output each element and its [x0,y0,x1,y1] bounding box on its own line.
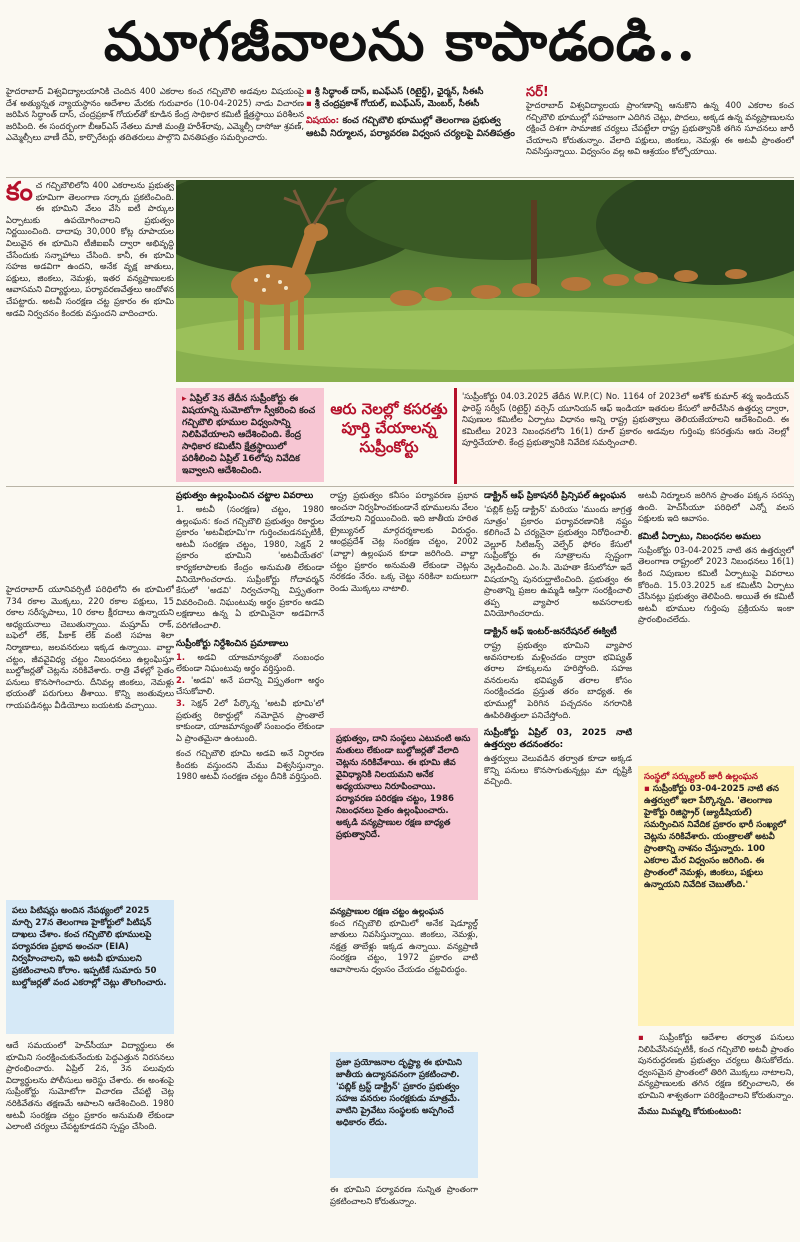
divider [6,177,794,178]
paragraph: కంచ గచ్చిబౌలి భూమిలో అనేక షెడ్యూల్డ్ జాతులు నివసిస్తున్నాయి. జింకలు, నెమళ్లు, నక్షత్ర తాబేళ్లు ఇక్కడ ఉన్నాయి. వన్యప్రాణి సంరక్షణ చట్టం, 1972 ప్రకారం వాటి ఆవాసాలను ధ్వంసం చేయడం చట్టవిరుద్ధం. [330,917,478,974]
addressee-2: ▪ శ్రీ చంద్రప్రకాశ్ గోయల్, ఐఎఫ్ఎస్, మెంబర్, సీఈసీ [306,99,480,109]
box-heading: సంస్థలో సర్క్యులర్ జారీ ఉల్లంఘన [644,772,758,782]
column-c-bottom: ఈ భూమిని పర్యావరణ సున్నిత ప్రాంతంగా ప్రకటించాలని కోరుతున్నాం. [330,1184,478,1206]
bullet-icon: ▪ [644,784,653,794]
highlight-box-blue-1: పలు పిటిషన్లు అందిన నేపథ్యంలో 2025 మార్చి 27న తెలంగాణ హైకోర్టులో పిటిషన్ దాఖలు చేశాం. కంచ గచ్చిబౌలి భూములపై పర్యావరణ ప్రభావ అంచనా (EIA) నిర్వహించాలని, ఇవి అటవీ భూములని ప్రకటించాలని కోరాం. ఇప్పటికే సుమారు 50 బుల్డోజర్లతో వంద ఎకరాల్లో చెట్లు తొలగించారు. [6,900,174,1034]
section-heading: వన్యప్రాణుల రక్షణ చట్టం ఉల్లంఘన [330,906,444,916]
deer-photo-image [176,180,794,382]
paragraph: సుప్రీంకోర్టు 03-04-2025 నాటి తన ఉత్తర్వులో తెలంగాణ రాష్ట్రంలో 2023 నిబంధనలు 16(1) కింద నిపుణుల కమిటీ ఏర్పాటుపై వివరాలు కోరింది. 15.03.2025 ఒక కమిటీని ఏర్పాటు చేసినట్లు ప్రభుత్వం తెలిపింది. అయితే ఈ కమిటీ అటవీ భూముల గుర్తింపు ప్రక్రియను ఇంకా ప్రారంభించలేదు. [638,544,794,625]
pull-quote: ▸ ఏప్రిల్ 3న తేదీన సుప్రీంకోర్టు ఈ విషయాన్ని సుమోటోగా స్వీకరించి కంచ గచ్చిబౌలి భూముల విధ్వంసాన్ని నిలిపివేయాలని ఆదేశించింది. కేంద్ర సాధికార కమిటీని క్షేత్రస్థాయిలో పరిశీలించి ఏప్రిల్ 16లోపు నివేదిక ఇవ్వాలని ఆదేశించింది. [176,388,324,482]
headline: మూగజీవాలను కాపాడండి.. [103,9,697,73]
paragraph: కంచ గచ్చిబౌలి భూమి అడవి అనే నిర్ధారణ కిందకు వస్తుందని మేము విశ్వసిస్తున్నాం. 1980 అటవీ సంరక్షణ చట్టం దీనికి వర్తిస్తుంది. [176,748,324,782]
list-item: 2. 'అడవి' అనే పదాన్ని విస్తృతంగా అర్థం చేసుకోవాలి. [176,674,324,697]
paragraph: అటవీ నిర్మూలన జరిగిన ప్రాంతం పక్కన సరస్సు ఉంది. హెచ్‌సీయూ పరిధిలో ఎన్నో వలస పక్షులకు ఇది ఆవాసం. [638,490,794,524]
addressee-1: ▪ శ్రీ సిద్ధాంత్ దాస్, ఐఎఫ్ఎస్ (రిటైర్డ్), ఛైర్మన్, సీఈసీ [306,87,484,97]
section-heading: ప్రభుత్వం ఉల్లంఘించిన చట్టాల వివరాలు [176,491,314,501]
bullet-icon: ▪ [306,99,315,109]
salutation: సర్! [526,85,549,100]
column-e-bottom [638,1032,794,1240]
deer-photo [176,180,794,382]
highlight-box-pink: ప్రభుత్వం, దాని సంస్థలు ఎటువంటి అను మతులు లేకుండా బుల్డోజర్లతో వేలాది చెట్లను నరికివేశాయి. ఈ భూమి జీవ వైవిధ్యానికి నిలయమని అనేక అధ్యయనాలు నిరూపించాయి. పర్యావరణ పరిరక్షణ చట్టం, 1986 నిబంధనలు సైతం ఉల్లంఘించారు. అక్కడి వన్యప్రాణుల రక్షణ బాధ్యత ప్రభుత్వానిదే. [330,728,478,900]
salutation-block [526,86,794,176]
closing-line: మేము మిమ్మల్ని కోరుకుంటుంది: [638,1105,742,1116]
bullet-icon: ▪ [306,87,315,97]
petition-header [306,86,522,176]
column-a-continued: హైదరాబాద్ యూనివర్సిటీ పరిధిలోని ఈ భూమిలో 734 రకాల మొక్కలు, 220 రకాల పక్షులు, 15 రకాల సరీసృపాలు, 10 రకాల క్షీరదాలు ఉన్నాయని అధ్యయనాలు చెబుతున్నాయి. మష్రూమ్ రాక్, బఫెలో లేక్, పీకాక్ లేక్ వంటి సహజ శిలా నిర్మాణాలు, జలవనరులు ఇక్కడ ఉన్నాయి. వాల్టా చట్టం, జీవవైవిధ్య చట్టం నిబంధనలు ఉల్లంఘిస్తూ బుల్డోజర్లతో చెట్లను నరికివేశారు. రాత్రి వేళల్లో సైతం పనులు కొనసాగించారు. దీనివల్ల జింకలు, నెమళ్లు భయంతో పరుగులు తీశాయి. కొన్ని జంతువులు గాయపడినట్లు వీడియోలు బయటకు వచ్చాయి. [6,584,174,710]
dropcap: కం [6,180,33,207]
paragraph: ▪ సుప్రీంకోర్టు ఆదేశాల తర్వాత పనులు నిలిపివేసినప్పటికీ, కంచ గచ్చిబౌలి అటవీ ప్రాంతం పునరుద్ధరణకు ప్రభుత్వం చర్యలు తీసుకోలేదు. ధ్వంసమైన ప్రాంతంలో తిరిగి మొక్కలు నాటాలని, వన్యప్రాణులకు తగిన రక్షణ కల్పించాలని, ఈ భూమిని శాశ్వతంగా పరిరక్షించాలని కోరుతున్నాం. [638,1032,794,1100]
column-d [484,490,632,1240]
paragraph: ఉత్తర్వులు వెలువడిన తర్వాత కూడా అక్కడ కొన్ని పనులు కొనసాగుతున్నట్లు మా దృష్టికి వచ్చింది. [484,753,632,787]
subject-line: విషయం: కంచ గచ్చిబౌలి భూముల్లో తెలంగాణ ప్రభుత్వ ఆటవీ నిర్మూలన, పర్యావరణ విధ్వంస చర్యలపై వినతిపత్రం [306,115,515,139]
bullet-icon: ▪ [638,1032,660,1042]
column-c: రాష్ట్ర ప్రభుత్వం కనీసం పర్యావరణ ప్రభావ అంచనా నిర్వహించకుండానే భూములను వేలం వేయాలని నిర్ణయించింది. ఇది జాతీయ హరిత ట్రైబ్యునల్ మార్గదర్శకాలకు విరుద్ధం. ఆంధ్రప్రదేశ్ చెట్ల సంరక్షణ చట్టం, 2002 (వాల్టా) ఉల్లంఘన కూడా జరిగింది. వాల్టా చట్టం ప్రకారం అనుమతి లేకుండా చెట్లను నరకడం నేరం. ఒక్క చెట్టు నరికినా బదులుగా రెండు మొక్కలు నాటాలి. [330,490,478,593]
salutation-text: హైదరాబాద్ విశ్వవిద్యాలయ ప్రాంగణాన్ని ఆనుకొని ఉన్న 400 ఎకరాల కంచ గచ్చిబౌలి భూముల్లో సహజంగా ఎదిగిన చెట్లు, పొదలు, అక్కడ ఉన్న వన్యప్రాణులను రక్షించే దిశగా సామాజిక చర్యలు చేపట్టేలా రాష్ట్ర ప్రభుత్వానికి తగిన సూచనలు జారీ చేయాలని కోరుతున్నాం. వేలాది పక్షులు, జింకలు, నెమళ్లు ఈ అటవీ ప్రాంతంలో నివసిస్తున్నాయి. విధ్వంసం వల్ల అవి ఆశ్రయం కోల్పోయాయి. [526,100,794,157]
column-b [176,490,324,1240]
column-a-text: కంచ గచ్చిబౌలిలోని 400 ఎకరాలను ప్రభుత్వ భూమిగా తెలంగాణ సర్కారు ప్రకటించింది. ఈ భూమిని వేలం వేసి ఐటీ పార్కుల ఏర్పాటుకు ఉపయోగించాలని ప్రభుత్వం నిర్ణయించింది. దాదాపు 30,000 కోట్ల రూపాయల విలువైన ఈ భూమిని టీజీఐఐసీ ద్వారా అభివృద్ధి చేసేందుకు సన్నాహాలు చేసింది. కానీ, ఈ భూమి సహజ అడవిగా ఉందని, అనేక వృక్ష జాతులు, పక్షులు, జింకలు, నెమళ్లు, ఇతర వన్యప్రాణులకు ఆవాసమని విద్యార్థులు, పర్యావరణవేత్తలు ఆందోళన చేపట్టారు. అటవీ సంరక్షణ చట్ట ప్రకారం ఈ భూమి అడవి నిర్వచనం కిందకు వస్తుందని వాదించారు. [6,180,174,318]
section-heading: డాక్ట్రిన్ ఆఫ్ ఇంటర్-జనరేషనల్ ఈక్విటీ [484,626,617,637]
section-heading: డాక్ట్రిన్ ఆఫ్ ప్రికాషనరీ ప్రిన్సిపల్ ఉల్లంఘన [484,491,626,501]
paragraph: రాష్ట్ర ప్రభుత్వం భూమిని వ్యాపార అవసరాలకు మళ్లించడం ద్వారా భవిష్యత్ తరాల హక్కులను హరిస్తోంది. సహజ వనరులను భవిష్యత్ తరాల కోసం సంరక్షించడం ప్రస్తుత తరం బాధ్యత. ఈ భూముల్లో పెరిగిన పచ్చదనం నగరానికి ఊపిరితిత్తులా పనిచేస్తోంది. [484,639,632,720]
box-text: ▪ సుప్రీంకోర్టు 03-04-2025 నాటి తన ఉత్తర్వులో ఇలా పేర్కొన్నది. 'తెలంగాణ హైకోర్టు రిజిస్ట్రార్ (జ్యుడీషియల్) సమర్పించిన నివేదిక ప్రకారం భారీ సంఖ్యలో చెట్లను నరికివేశారు. యంత్రాలతో అటవీ ప్రాంతాన్ని నాశనం చేస్తున్నారు. 100 ఎకరాల మేర విధ్వంసం జరిగింది. ఈ ప్రాంతంలో నెమళ్లు, జింకలు, పక్షులు ఉన్నాయని నివేదిక చెబుతోంది.' [644,784,786,890]
highlight-box-yellow [638,766,794,1026]
list-item: 1. అడవి యాజమాన్యంతో సంబంధం లేకుండా నిఘంటువు అర్థం వర్తిస్తుంది. [176,651,324,674]
supreme-court-order-text: 'సుప్రీంకోర్టు 04.03.2025 తేదీన W.P.(C) No. 1164 of 2023లో అశోక్ కుమార్ శర్మ ఇండియన్ ఫారెస్ట్ సర్వీస్ (రిటైర్డ్) వర్సెస్ యూనియన్ ఆఫ్ ఇండియా ఇతరుల కేసులో జారీచేసిన ఉత్తర్వు ద్వారా, నిపుణుల కమిటీల ఏర్పాటు విధానం అన్ని రాష్ట్ర ప్రభుత్వాలు తెలియజేయాలని ఆదేశించింది. ఈ కమిటీలు 2023 నిబంధనలోని 16(1) రూల్ ప్రకారం అడవుల గుర్తింపు కసరత్తును ఆరు నెలల్లో పూర్తిచేయాలి. కేంద్ర ప్రభుత్వానికి నివేదిక సమర్పించాలి. [454,388,794,484]
section-heading: సుప్రీంకోర్టు నిర్దేశించిన ప్రమాణాలు [176,638,289,649]
intro-paragraph: హైదరాబాద్ విశ్వవిద్యాలయానికి చెందిన 400 ఎకరాల కంచ గచ్చిబౌలి అడవుల విషయంపై దేశ అత్యున్నత న్యాయస్థానం ఆదేశాల మేరకు గురువారం (10-04-2025) నాడు విచారణ జరిపిన సిద్ధాంత్ దాస్, చంద్రప్రకాశ్ గోయల్‌తో కూడిన కేంద్ర సాధికార కమిటీ క్షేత్రస్థాయి పరిశీలన జరిపింది. ఈ సందర్భంగా బీఆర్ఎస్ నేతలు మాజీ మంత్రి హరీశ్‌రావు, ఎమ్మెల్సీ దాసోజు శ్రవణ్, ఎమ్మెల్సీలు వాణీ దేవి, కార్పొరేటర్లు తదితరులు పాల్గొని వినతిపత్రం సమర్పించారు. [6,86,304,143]
section-heading: కమిటీ ఏర్పాటు, నిబంధనల అమలు [638,531,761,542]
column-a-bottom: ఆదే సమయంలో హెచ్‌సీయూ విద్యార్థులు ఈ భూమిని సంరక్షించుకునేందుకు పెద్దఎత్తున నిరసనలు ప్రారంభించారు. ఏప్రిల్ 2న, 3న పలువురు విద్యార్థులను పోలీసులు అరెస్టు చేశారు. ఈ అంశంపై సుప్రీంకోర్టు సుమోటోగా విచారణ చేపట్టి చెట్ల నరికివేతను తక్షణమే ఆపాలని ఆదేశించింది. 1980 అటవీ సంరక్షణ చట్టం ప్రకారం అనుమతి లేకుండా ఎలాంటి చర్యలు చేపట్టకూడదని స్పష్టం చేసింది. [6,1040,174,1132]
supreme-court-callout: ఆరు నెలల్లో కసరత్తు పూర్తి చేయాలన్న సుప్రీంకోర్టు [330,400,448,456]
column-c-section [330,906,478,1048]
list-item: 3. సెక్షన్ 2లో పేర్కొన్న 'అటవీ భూమి'లో ప్రభుత్వ రికార్డుల్లో నమోదైన ప్రాంతాలే కాకుండా, యాజమాన్యంతో సంబంధం లేకుండా ఏ ప్రాంతమైనా ఉంటుంది. [176,697,324,743]
paragraph: 'పబ్లిక్ ట్రస్ట్ డాక్ట్రిన్' మరియు 'ముందు జాగ్రత్త సూత్రం' ప్రకారం పర్యావరణానికి నష్టం కలిగించే ఏ చర్యనైనా ప్రభుత్వం నిరోధించాలి. వెల్లూర్ సిటిజన్స్ వెల్ఫేర్ ఫోరం కేసులో సుప్రీంకోర్టు ఈ సూత్రాలను స్పష్టంగా వెల్లడించింది. ఎం.సి. మెహతా కేసులోనూ ఇదే విషయాన్ని పునరుద్ఘాటించింది. ప్రభుత్వం ఈ ప్రాంతాన్ని ప్రజల ఉమ్మడి ఆస్తిగా సంరక్షించాలి తప్ప వ్యాపార అవసరాలకు వినియోగించరాదు. [484,504,632,619]
column-e [638,490,794,760]
quote-bullet-icon: ▸ [182,394,190,404]
divider [6,486,794,487]
highlight-box-blue-2: ప్రజా ప్రయోజనాల దృష్ట్యా ఈ భూమిని జాతీయ ఉద్యానవనంగా ప్రకటించాలి. 'పబ్లిక్ ట్రస్ట్ డాక్ట్రిన్' ప్రకారం ప్రభుత్వం సహజ వనరుల సంరక్షకుడు మాత్రమే. వాటిని ప్రైవేటు సంస్థలకు అప్పగించే అధికారం లేదు. [330,1052,478,1178]
paragraph: 1. అటవీ (సంరక్షణ) చట్టం, 1980 ఉల్లంఘన: కంచ గచ్చిబౌలి ప్రభుత్వం రికార్డుల ప్రకారం 'అటవీభూమి'గా గుర్తించబడనప్పటికీ, అటవీ సంరక్షణ చట్టం, 1980, సెక్షన్ 2 ప్రకారం భూమిని 'అటవీయేతర' కార్యకలాపాలకు కేంద్రం అనుమతి లేకుండా వినియోగించరాదు. సుప్రీంకోర్టు గోదావర్మన్ కేసులో 'అడవి' నిర్వచనాన్ని విస్తృతంగా వివరించింది. నిఘంటువు అర్థం ప్రకారం అడవి లక్షణాలు ఉన్న ఏ భూమినైనా అడవిగానే పరిగణించాలి. [176,504,324,630]
section-heading: సుప్రీంకోర్టు ఏప్రిల్ 03, 2025 నాటి ఉత్తర్వుల తదనంతరం: [484,728,632,751]
